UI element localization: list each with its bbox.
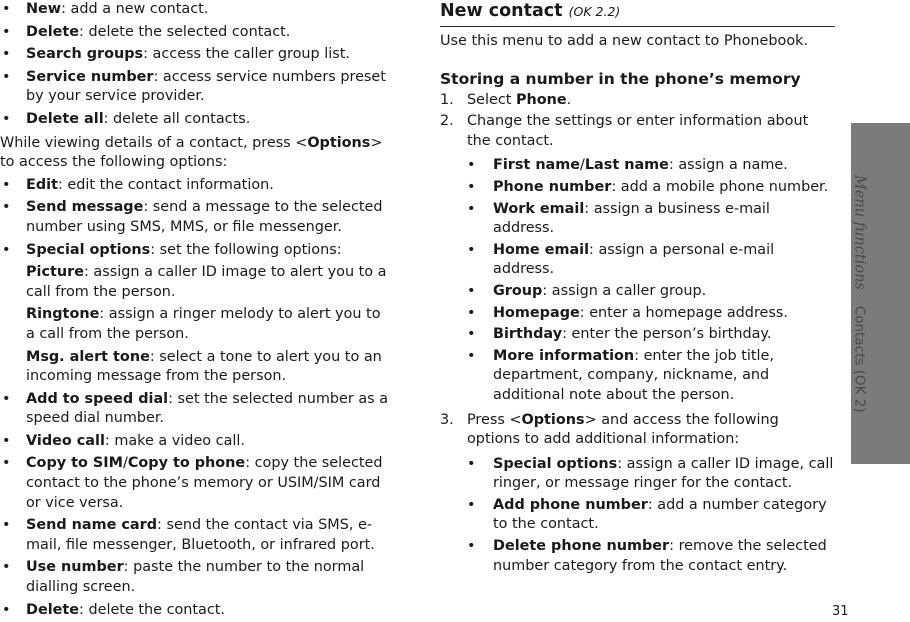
list-item: • Use number: paste the number to the normal dialling screen. xyxy=(0,558,392,597)
list-item: • Edit: edit the contact information. xyxy=(0,176,392,196)
list-item: • Special options: assign a caller ID image, call ringer, or message ringer for the contact. xyxy=(440,455,835,494)
list-item: • Add phone number: add a number category to the contact. xyxy=(440,496,835,535)
list-item: • Birthday: enter the person’s birthday. xyxy=(440,325,835,345)
list-item: • Copy to SIM/Copy to phone: copy the selected contact to the phone’s memory or USIM/SIM card or vice versa. xyxy=(0,454,392,513)
step-2: 2. Change the settings or enter information about the contact. xyxy=(440,113,809,149)
subsection-heading: Storing a number in the phone’s memory xyxy=(440,69,801,88)
list-item: • Phone number: add a mobile phone number. xyxy=(440,178,835,198)
list-item: • Video call: make a video call. xyxy=(0,432,392,452)
chapter-side-label xyxy=(850,123,868,464)
list-item: • Service number: access service numbers preset by your service provider. xyxy=(0,68,392,107)
sub-list-item: Msg. alert tone: select a tone to alert you to an incoming message from the person. xyxy=(26,348,382,385)
list-item: • First name/Last name: assign a name. xyxy=(440,156,835,176)
section-name: Contacts (OK 2) xyxy=(851,305,868,413)
options-intro-paragraph: While viewing details of a contact, press <Options> to access the following options: xyxy=(0,134,383,171)
list-item: • Delete phone number: remove the selected number category from the contact entry. xyxy=(440,537,835,576)
list-item: • Special options: set the following options: xyxy=(0,241,392,261)
list-item: • New: add a new contact. xyxy=(0,0,392,20)
page-number: 31 xyxy=(832,604,849,619)
chapter-name: Menu functions xyxy=(851,174,868,290)
list-item: • Send name card: send the contact via SMS, e-mail, file messenger, Bluetooth, or infrared port. xyxy=(0,516,392,555)
list-item: • Home email: assign a personal e-mail address. xyxy=(440,241,835,280)
sub-list-item: Ringtone: assign a ringer melody to alert you to a call from the person. xyxy=(26,306,381,342)
list-item: • Delete: delete the selected contact. xyxy=(0,23,392,43)
list-item: • Group: assign a caller group. xyxy=(440,282,835,302)
left-column xyxy=(0,0,392,620)
list-item: • Homepage: enter a homepage address. xyxy=(440,304,835,324)
step-3: 3. Press <Options> and access the following options to add additional information: xyxy=(440,411,779,448)
list-item: • More information: enter the job title, department, company, nickname, and additional note about the person. xyxy=(440,347,835,406)
list-item: • Delete: delete the contact. xyxy=(0,601,392,621)
section-title: New contact (OK 2.2) xyxy=(440,0,835,27)
section-intro: Use this menu to add a new contact to Phonebook. xyxy=(440,33,809,49)
sub-list-item: Picture: assign a caller ID image to alert you to a call from the person. xyxy=(26,264,387,300)
list-item: • Search groups: access the caller group list. xyxy=(0,45,392,65)
list-item: • Send message: send a message to the selected number using SMS, MMS, or file messenger. xyxy=(0,198,392,237)
right-column xyxy=(440,0,835,576)
list-item: • Delete all: delete all contacts. xyxy=(0,110,392,130)
list-item: • Add to speed dial: set the selected number as a speed dial number. xyxy=(0,390,392,429)
list-item: • Work email: assign a business e-mail address. xyxy=(440,200,835,239)
step-1: 1. Select Phone. xyxy=(440,91,572,108)
